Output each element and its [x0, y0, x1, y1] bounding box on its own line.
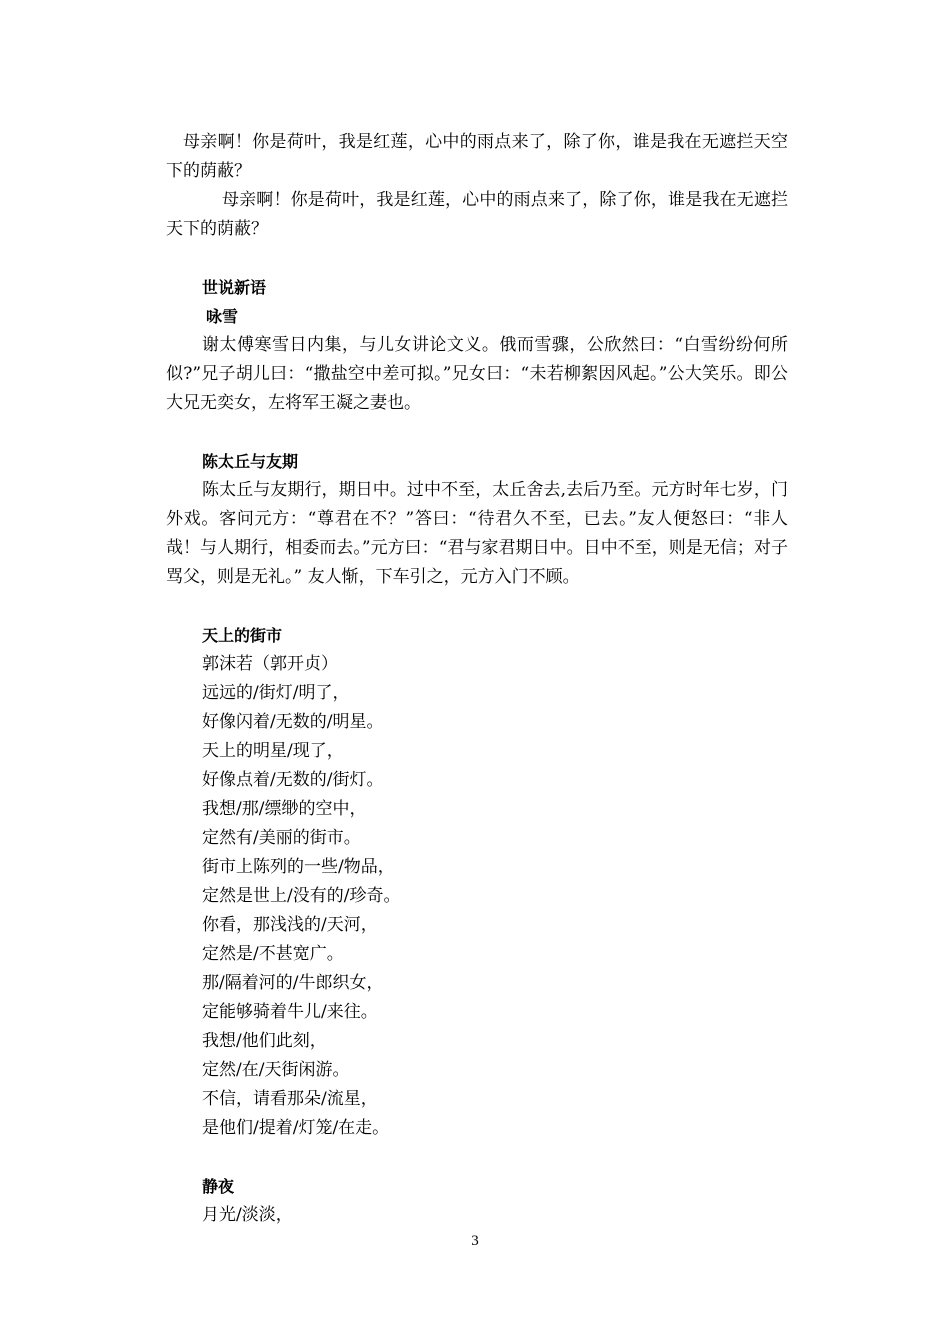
poem-line: 定能够骑着牛儿/来往。	[202, 1002, 378, 1022]
intro-paragraph-2: 母亲啊！你是荷叶，我是红莲，心中的雨点来了，除了你，谁是我在无遮拦天下的荫蔽？	[166, 190, 788, 239]
yongxue-text: 谢太傅寒雪日内集，与儿女讲论文义。俄而雪骤，公欣然曰：“白雪纷纷何所似?”兄子胡儿曰：“撒盐空中差可拟。”兄女曰：“未若柳絮因风起。”公大笑乐。即公大兄无奕女，左将军王凝之妻也。	[166, 335, 788, 413]
poem-line: 定然是世上/没有的/珍奇。	[202, 886, 401, 906]
page-number: 3	[471, 1233, 479, 1249]
poem-line: 定然有/美丽的街市。	[202, 828, 361, 848]
chentaiqiu-text: 陈太丘与友期行，期日中。过中不至，太丘舍去,去后乃至。元方时年七岁，门外戏。客问元方：“尊君在不？”答曰：“待君久不至，已去。”友人便怒曰：“非人哉！与人期行，相委而去。”元方曰：“君与家君期日中。日中不至，则是无信；对子骂父，则是无礼。” 友人惭，下车引之，元方入门不顾。	[166, 480, 788, 587]
section-title-yongxue: 咏雪	[206, 307, 239, 326]
section-title-jieshi: 天上的街市	[202, 626, 283, 645]
intro-paragraph-1: 母亲啊！你是荷叶，我是红莲，心中的雨点来了，除了你，谁是我在无遮拦天空下的荫蔽？	[166, 132, 788, 181]
poem-line: 定然/在/天街闲游。	[202, 1060, 350, 1080]
spacer	[166, 1143, 788, 1172]
section-title-chentaiqiu: 陈太丘与友期	[202, 452, 299, 471]
poem-line: 不信，请看那朵/流星，	[202, 1089, 378, 1109]
poem-line: 街市上陈列的一些/物品，	[202, 857, 395, 877]
document-page	[166, 128, 788, 1230]
poem-line: 那/隔着河的/牛郎织女，	[202, 973, 384, 993]
poem-line: 好像闪着/无数的/明星。	[202, 712, 384, 732]
poem-line: 月光/淡淡，	[202, 1205, 293, 1225]
poem-line: 定然是/不甚宽广。	[202, 944, 344, 964]
spacer	[166, 418, 788, 447]
section-title-jingye: 静夜	[202, 1177, 235, 1196]
spacer	[166, 592, 788, 621]
poem-line: 远远的/街灯/明了，	[202, 683, 350, 703]
poem-line: 好像点着/无数的/街灯。	[202, 770, 384, 790]
poem-line: 天上的明星/现了，	[202, 741, 344, 761]
poem-line: 我想/他们此刻，	[202, 1031, 327, 1051]
poem-line: 你看，那浅浅的/天河，	[202, 915, 378, 935]
jieshi-author: 郭沫若（郭开贞）	[202, 654, 338, 674]
poem-line: 我想/那/缥缈的空中，	[202, 799, 367, 819]
section-title-shishuo: 世说新语	[202, 278, 267, 297]
poem-line: 是他们/提着/灯笼/在走。	[202, 1118, 390, 1138]
spacer	[166, 244, 788, 273]
